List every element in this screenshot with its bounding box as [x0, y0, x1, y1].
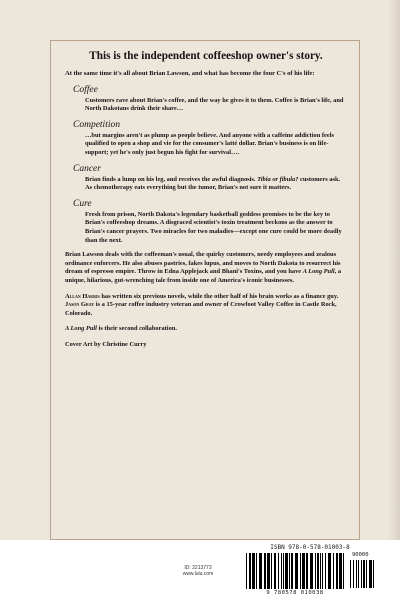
- barcode-bar: [274, 553, 276, 589]
- barcode-bar: [343, 553, 344, 589]
- section-cancer: [65, 164, 347, 193]
- summary-text-1: Brian Lawson deals with the coffeeman's usual, the quirky customers, needy employees and zealous ordinance enforcers. He also abuses pastries, fakes lupus, and moves to North Dakota to resurrect his dream of espresso empire. Throw in Edna Applejack and Bhani's Toxins, and you have: [65, 251, 341, 276]
- barcode-bar: [333, 553, 334, 589]
- barcode-bar: [322, 553, 323, 589]
- section-competition: [65, 120, 347, 158]
- summary-text-2: , a unique, hilarious, gut-wrenching tale from inside one of America's iconic businesses.: [65, 268, 342, 284]
- barcode-digits: 9 780578 010038: [266, 590, 324, 596]
- barcode-bar: [281, 553, 282, 589]
- barcode-bar: [295, 553, 298, 589]
- book-spine-edge: [388, 0, 400, 540]
- barcode-bar: [320, 553, 321, 589]
- collab-text: is their second collaboration.: [96, 325, 177, 333]
- isbn-barcode: [246, 553, 346, 591]
- lulu-url: www.lulu.com: [182, 571, 214, 577]
- barcode-bar: [285, 553, 288, 589]
- barcode-bar: [361, 560, 362, 588]
- barcode-bar: [271, 553, 272, 589]
- section-body-cancer: [85, 176, 347, 193]
- isbn-label: ISBN 978-0-578-01003-8: [270, 544, 350, 551]
- intro-paragraph: At the same time it's all about Brian Lawson, and what has become the four C's of his life:: [65, 70, 315, 77]
- section-coffee: [65, 85, 347, 114]
- section-cure: [65, 199, 347, 245]
- barcode-bar: [291, 553, 293, 589]
- barcode-bar: [369, 560, 372, 588]
- barcode-bar: [350, 560, 351, 588]
- barcode-bar: [328, 553, 331, 589]
- barcode-bar: [246, 553, 247, 589]
- summary-title-italic: A Long Pull: [302, 268, 335, 276]
- bio-harris-text: has written six previous novels, while the other half of his brain works as a finance guy.: [99, 292, 339, 300]
- collab-title: A Long Pull: [65, 325, 97, 333]
- cancer-text-2: customers ask. As chemotherapy eats everything but the tumor, Brian's not sure it matters.: [85, 175, 341, 192]
- section-body-coffee: Customers rave about Brian's coffee, and the way he gives it to them. Coffee is Brian's life, and North Dakotans drink their share…: [85, 96, 344, 113]
- bio-gray: [65, 301, 347, 318]
- author-name-gray: Jason Gray: [65, 301, 95, 309]
- barcode-bar: [289, 553, 290, 589]
- barcode-bar: [249, 553, 251, 589]
- barcode-bar: [356, 560, 357, 588]
- barcode-bar: [336, 553, 338, 589]
- price-barcode: [350, 560, 376, 590]
- bio-gray-text: is a 15-year coffee industry veteran and owner of Crowfoot Valley Coffee in Castle Rock, Colorado.: [65, 301, 337, 317]
- barcode-bar: [256, 553, 257, 589]
- cancer-text-italic: Tibia or fibula?: [257, 175, 299, 183]
- barcode-bar: [358, 560, 359, 588]
- barcode-bar: [363, 560, 365, 588]
- section-body-competition: …but margins aren't as plump as people believe. And anyone with a caffeine addiction feels qualified to open a shop and vie for the consumer's latté dollar. Brian's business is on life-support; yet he's only just begun his fight for survival….: [85, 131, 334, 156]
- barcode-bar: [325, 553, 326, 589]
- back-cover-text: [65, 50, 347, 356]
- cancer-text-1: Brian finds a lump on his leg, and receives the awful diagnosis.: [85, 175, 258, 183]
- section-title-coffee: Coffee: [73, 84, 98, 95]
- barcode-bar: [283, 553, 284, 589]
- lulu-id: ID: 2213773: [184, 565, 212, 571]
- section-body-cure: Fresh from prison, North Dakota's legendary basketball goddess promises to be the key to Brian's coffeeshop dreams. A disgraced scientist's toxin treatment beckons as the answer to Brian's cancer prayers. Two miracles for two maladies—except one cure could be more deadly than the next.: [85, 210, 342, 244]
- author-name-harris: Allan Harris: [65, 292, 100, 300]
- bio-harris: [65, 293, 347, 302]
- barcode-bar: [259, 553, 262, 589]
- barcode-bar: [373, 560, 374, 588]
- barcode-bar: [339, 553, 342, 589]
- barcode-bar: [302, 553, 305, 589]
- barcode-bar: [315, 553, 316, 589]
- barcode-bar: [366, 560, 367, 588]
- summary-paragraph: [65, 251, 347, 285]
- section-title-cure: Cure: [73, 198, 92, 209]
- barcode-bar: [353, 560, 354, 588]
- barcode-block: [240, 544, 380, 598]
- headline: This is the independent coffeeshop owner's story.: [89, 50, 323, 62]
- section-title-cancer: Cancer: [73, 163, 101, 174]
- price-code: 90000: [352, 552, 369, 558]
- barcode-bar: [306, 553, 308, 589]
- barcode-bar: [252, 553, 255, 589]
- barcode-bar: [317, 553, 319, 589]
- lulu-id-block: [163, 565, 233, 577]
- barcode-bar: [300, 553, 301, 589]
- collaboration-note: [65, 325, 347, 334]
- section-title-competition: Competition: [73, 119, 120, 130]
- barcode-bar: [310, 553, 313, 589]
- cover-art-credit: Cover Art by Christine Curry: [65, 340, 147, 348]
- barcode-bar: [267, 553, 270, 589]
- barcode-bar: [278, 553, 279, 589]
- barcode-bar: [264, 553, 266, 589]
